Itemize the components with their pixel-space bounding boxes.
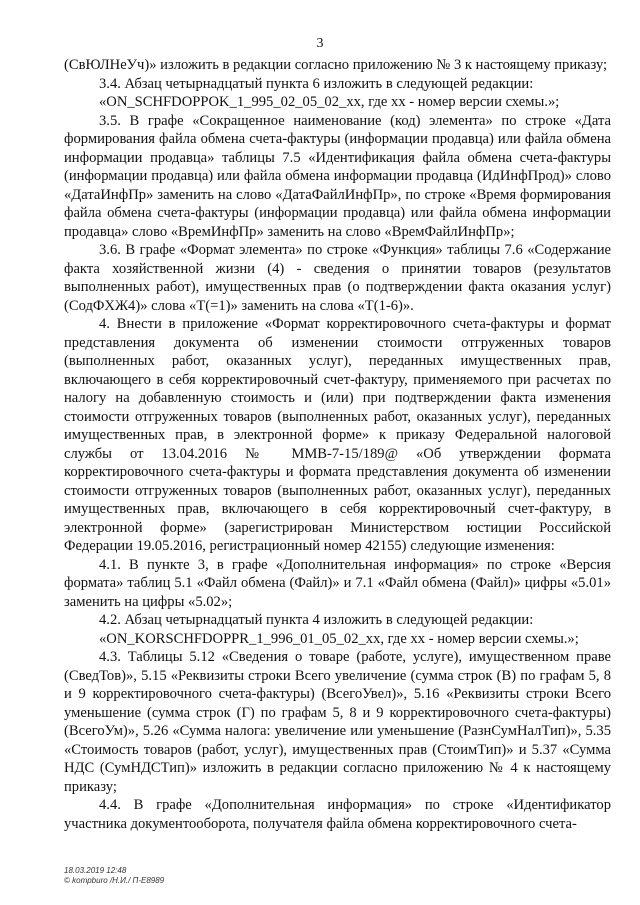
paragraph: «ON_SCHFDOPPOK_1_995_02_05_02_xx, где xx - номер версии схемы.»;: [99, 94, 560, 110]
page-number: 3: [316, 36, 324, 51]
paragraph: «ON_KORSCHFDOPPR_1_996_01_05_02_xx, где xx - номер версии схемы.»;: [99, 630, 579, 647]
paragraph: 4. Внести в приложение «Формат корректировочного счета-фактуры и формат представления документа об изменении стоимости отгруженных товаров (выполненных работ, оказанных услуг), переданных имущественных прав, включающего в себя корректировочный счет-фактуру, применяемого при расчетах по налогу на добавленную стоимость и (или) при подтверждении факта изменения стоимости отгруженных товаров (выполненных работ, оказанных услуг), переданных имущественных прав, в электронной форме» к приказу Федеральной налоговой службы от 13.04.2016 № ММВ-7-15/189@ «Об утверждении формата корректировочного счета-фактуры и формата представления документа об изменении стоимости отгруженных товаров (выполненных работ, оказанных услуг), переданных имущественных прав, включающего в себя корректировочный счет-фактуру, в электронной форме» (зарегистрирован Министерством юстиции Российской Федерации 19.05.2016, регистрационный номер 42155) следующие изменения:: [64, 316, 611, 554]
paragraph: 3.5. В графе «Сокращенное наименование (код) элемента» по строке «Дата формирования файла обмена счета-фактуры (информации продавца) или файла обмена информации продавца» таблицы 7.5 «Идентификация файла обмена счета-фактуры (информации продавца) или файла обмена информации продавца (ИдИнфПрод)» слово «ДатаИнфПр» заменить на слово «ДатаФайлИнфПр», по строке «Время формирования файла обмена счета-фактуры (информации продавца) или файла обмена информации продавца» слово «ВремИнфПр» заменить на слово «ВремФайлИнфПр»;: [64, 112, 611, 240]
paragraph: 3.4. Абзац четырнадцатый пункта 6 изложить в следующей редакции:: [99, 75, 534, 92]
paragraph: 4.3. Таблицы 5.12 «Сведения о товаре (работе, услуге), имущественном праве (СведТов)», 5.15 «Реквизиты строки Всего увеличение (сумма строк (В) по графам 5, 8 и 9 корректировочного счета-фактуры) (ВсегоУвел)», 5.16 «Реквизиты строки Всего уменьшение (сумма строк (Г) по графам 5, 8 и 9 корректировочного счета-фактуры) (ВсегоУм)», 5.26 «Сумма налога: увеличение или уменьшение (РазнСумНалТип)», 5.35 «Стоимость товаров (работ, услуг), имущественных прав (СтоимТип)» и 5.37 «Сумма НДС (СумНДСТип)» изложить в редакции согласно приложению № 4 к настоящему приказу;: [64, 649, 611, 795]
paragraph: 4.1. В пункте 3, в графе «Дополнительная информация» по строке «Версия формата» таблиц 5.1 «Файл обмена (Файл)» и 7.1 «Файл обмена (Файл)» цифры «5.01» заменить на цифры «5.02»;: [64, 556, 611, 610]
print-stamp-date: 18.03.2019 12:48: [64, 866, 127, 875]
print-stamp: [64, 866, 164, 886]
paragraph: 4.4. В графе «Дополнительная информация» по строке «Идентификатор участника документооборота, получателя файла обмена корректировочного счета-: [64, 797, 611, 832]
paragraph: 4.2. Абзац четырнадцатый пункта 4 изложить в следующей редакции:: [99, 612, 534, 628]
print-stamp-operator: © kompburo /Н.И./ П-Е8989: [64, 876, 165, 885]
paragraph: (СвЮЛНеУч)» изложить в редакции согласно приложению № 3 к настоящему приказу;: [64, 57, 608, 73]
paragraph: 3.6. В графе «Формат элемента» по строке «Функция» таблицы 7.6 «Содержание факта хозяйственной жизни (4) - сведения о принятии товаров (результатов выполненных работ), имущественных прав (о подтверждении факта оказания услуг) (СодФХЖ4)» слова «Т(=1)» заменить на слова «Т(1-6)».: [64, 242, 611, 314]
document-body: [64, 56, 611, 833]
